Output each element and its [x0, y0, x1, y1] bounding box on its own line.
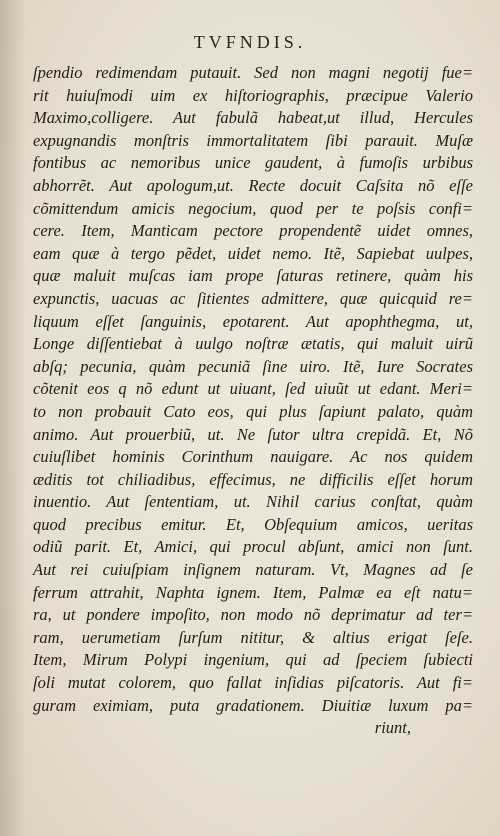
- text-line: animo. Aut prouerbiũ, ut. Ne ſutor ultra crepidã. Et, Nõ: [33, 424, 473, 444]
- text-line: cere. Item, Manticam pectore propendentẽ uidet omnes,: [33, 221, 473, 241]
- text-line: cõtenit eos q nõ edunt ut uiuant, ſed uiuũt ut edant. Meri=: [33, 379, 473, 399]
- text-line: inuentio. Aut ſententiam, ut. Nihil carius conſtat, quàm: [33, 492, 473, 512]
- text-line: expugnandis monſtris immortalitatem ſibi parauit. Muſæ: [33, 130, 473, 150]
- text-line: æditis tot chiliadibus, effecimus, ne difficilis eſſet horum: [33, 469, 473, 489]
- text-line: odiũ parit. Et, Amici, qui procul abſunt, amici non ſunt.: [33, 537, 473, 557]
- text-line: ferrum attrahit, Naphta ignem. Item, Palmæ ea eſt natu=: [33, 582, 473, 602]
- text-line: quod precibus emitur. Et, Obſequium amicos, ueritas: [33, 514, 473, 534]
- text-line: liquum eſſet ſanguinis, epotarent. Aut apophthegma, ut,: [33, 311, 473, 331]
- text-line: ſpendio redimendam putauit. Sed non magni negotij fue=: [33, 63, 473, 82]
- text-line: guram eximiam, puta gradationem. Diuitiæ luxum pa=: [33, 695, 473, 715]
- text-line: riunt,: [374, 718, 411, 738]
- text-line: to non probauit Cato eos, qui plus ſapiunt palato, quàm: [33, 401, 473, 421]
- text-line: cõmittendum amicis negocium, quod per te poſsis confi=: [33, 198, 473, 218]
- running-head: TVFNDIS.: [193, 32, 307, 52]
- gutter-shadow: [0, 0, 26, 836]
- text-line: Item, Mirum Polypi ingenium, qui ad ſpeciem ſubiecti: [33, 650, 473, 670]
- text-line: ſoli mutat colorem, quo fallat inſidias piſcatoris. Aut fi=: [33, 673, 473, 693]
- text-line: fontibus ac nemoribus unice gaudent, à fumoſis urbibus: [33, 153, 473, 173]
- text-line: abſq; pecunia, quàm pecuniã ſine uiro. Itẽ, Iure Socrates: [33, 356, 473, 376]
- text-line: rit huiuſmodi uim ex hiſtoriographis, præcipue Valerio: [33, 85, 473, 105]
- text-line: ram, uerumetiam ſurſum nititur, & altius erigat ſeſe.: [33, 627, 473, 647]
- text-line: Longe diſſentiebat à uulgo noſtræ ætatis, qui maluit uirũ: [33, 334, 473, 354]
- text-line: expunctis, uacuas ac ſitientes admittere, quæ quicquid re=: [33, 288, 473, 308]
- text-line: quæ maluit muſcas iam prope ſaturas retinere, quàm his: [33, 266, 473, 286]
- text-line: Maximo,colligere. Aut fabulã habeat,ut illud, Hercules: [33, 108, 473, 128]
- text-line: ra, ut pondere impoſito, non modo nõ deprimatur ad ter=: [33, 605, 473, 625]
- text-line: eam quæ à tergo pẽdet, uidet nemo. Itẽ, Sapiebat uulpes,: [33, 243, 473, 263]
- text-line: abhorrẽt. Aut apologum,ut. Recte docuit Caſsita nõ eſſe: [33, 175, 473, 195]
- text-line: cuiuſlibet hominis Corinthum nauigare. Ac nos quidem: [33, 447, 473, 467]
- body-text: [33, 62, 473, 740]
- text-line: Aut rei cuiuſpiam inſignem naturam. Vt, Magnes ad ſe: [33, 560, 473, 580]
